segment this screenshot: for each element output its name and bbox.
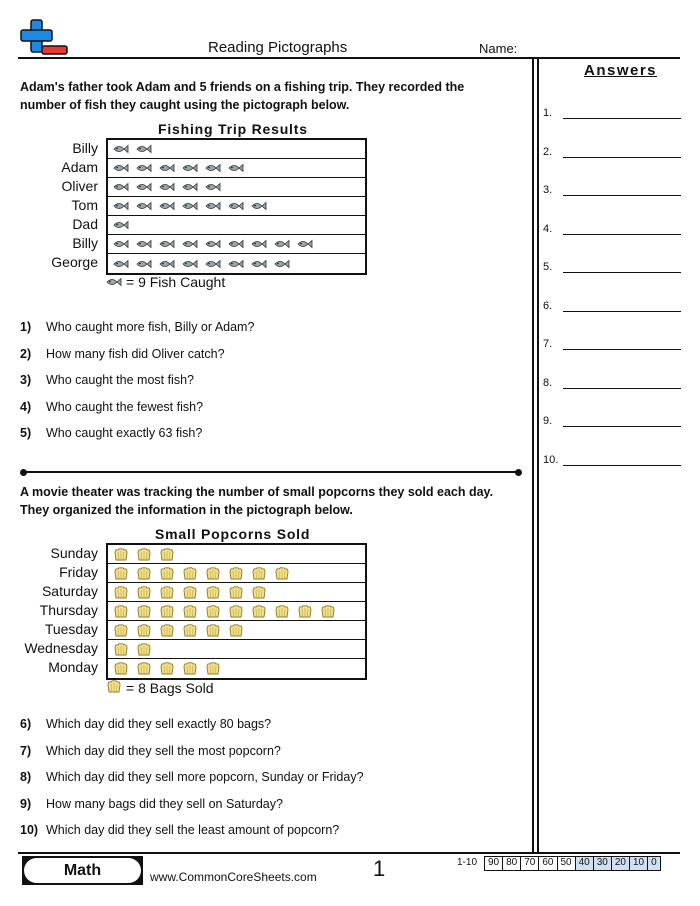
fish-icon: [159, 159, 182, 178]
subject-label: Math: [24, 858, 141, 883]
popcorn-chart-title: Small Popcorns Sold: [155, 526, 311, 542]
popcorn-icon: [228, 602, 251, 621]
score-cell: 10: [629, 857, 647, 870]
fishing-chart-title: Fishing Trip Results: [158, 121, 308, 137]
score-cell: 40: [575, 857, 593, 870]
answer-number: 7.: [543, 338, 553, 350]
question-number: 9): [20, 796, 32, 811]
answer-row[interactable]: [543, 294, 681, 314]
score-cell: 50: [557, 857, 575, 870]
question-text: Who caught more fish, Billy or Adam?: [46, 320, 255, 334]
fish-icon: [182, 235, 205, 254]
fish-icon: [182, 254, 205, 273]
row-label: Saturday: [41, 583, 98, 599]
answer-blank[interactable]: [563, 426, 681, 427]
question-item: [20, 823, 339, 837]
score-cell: 0: [647, 857, 660, 870]
popcorn-icon: [182, 583, 205, 602]
fish-icon: [251, 197, 274, 216]
pictograph-row: [108, 140, 365, 159]
question-number: 7): [20, 743, 32, 758]
answer-number: 1.: [543, 107, 553, 119]
popcorn-icon: [274, 602, 297, 621]
fish-icon: [136, 140, 159, 159]
pictograph-row: [108, 178, 365, 197]
page-title: Reading Pictographs: [208, 39, 348, 56]
popcorn-icon: [136, 564, 159, 583]
answer-number: 8.: [543, 376, 553, 389]
answer-number: 10.: [543, 453, 559, 466]
popcorn-icon: [136, 602, 159, 621]
question-number: 3): [20, 373, 32, 387]
fish-icon: [182, 197, 205, 216]
pictograph-row: [108, 583, 365, 602]
fish-icon: [228, 235, 251, 254]
fish-icon: [205, 235, 228, 254]
row-label: Billy: [72, 235, 98, 251]
answer-number: 6.: [543, 299, 553, 312]
row-label: Dad: [72, 216, 98, 232]
fish-icon: [136, 197, 159, 216]
question-item: [20, 426, 202, 440]
fish-icon: [113, 178, 136, 197]
answer-row[interactable]: [543, 371, 681, 391]
fish-icon: [274, 254, 297, 273]
fish-icon: [182, 159, 205, 178]
popcorn-icon: [113, 564, 136, 583]
fish-icon: [251, 235, 274, 254]
answer-blank[interactable]: [563, 388, 681, 389]
question-number: 10): [20, 823, 39, 837]
popcorn-icon: [205, 621, 228, 640]
column-divider: [532, 59, 534, 852]
answer-number: 3.: [543, 184, 553, 196]
score-cell: 70: [520, 857, 538, 870]
section-divider: [22, 471, 520, 473]
popcorn-icon: [205, 583, 228, 602]
pictograph-row: [108, 216, 365, 235]
score-cell: 20: [611, 857, 629, 870]
row-label: Wednesday: [24, 640, 98, 656]
popcorn-icon: [182, 602, 205, 621]
fish-icon: [251, 254, 274, 273]
popcorn-icon: [228, 621, 251, 640]
pictograph-row: [108, 659, 365, 678]
popcorn-icon: [159, 545, 182, 564]
answer-blank[interactable]: [563, 118, 681, 119]
pictograph-row: [108, 621, 365, 640]
popcorn-icon: [113, 583, 136, 602]
fish-icon: [136, 178, 159, 197]
answer-number: 4.: [543, 222, 553, 235]
popcorn-icon: [228, 564, 251, 583]
row-label: Thursday: [39, 602, 98, 618]
row-label: Tuesday: [44, 621, 98, 637]
pictograph-row: [108, 545, 365, 564]
question-item: [20, 347, 225, 361]
row-label: Oliver: [61, 178, 98, 194]
answer-row[interactable]: [543, 255, 681, 275]
fish-icon: [136, 254, 159, 273]
popcorn-icon: [182, 659, 205, 678]
popcorn-legend: [106, 679, 214, 697]
column-divider-inner: [537, 59, 539, 852]
name-label: Name:: [479, 41, 518, 56]
answer-row[interactable]: [543, 409, 681, 429]
popcorn-icon: [320, 602, 343, 621]
fish-icon: [136, 159, 159, 178]
question-text: Which day did they sell the least amount of popcorn?: [46, 823, 340, 837]
question-item: [20, 373, 194, 387]
section2-intro-line2: They organized the information in the pictograph below.: [20, 503, 353, 517]
question-text: Which day did they sell the most popcorn?: [46, 743, 281, 758]
fish-icon: [113, 254, 136, 273]
question-item: [20, 744, 281, 758]
answer-blank[interactable]: [563, 157, 681, 158]
answer-row[interactable]: [543, 217, 681, 237]
fish-icon: [113, 216, 136, 235]
pictograph-row: [108, 640, 365, 659]
section1-intro-line1: Adam's father took Adam and 5 friends on a fishing trip. They recorded the: [20, 80, 465, 94]
fish-icon: [106, 274, 122, 290]
popcorn-icon: [113, 545, 136, 564]
fish-icon: [205, 159, 228, 178]
pictograph-row: [108, 235, 365, 254]
footer-rule: [18, 852, 680, 854]
section2-intro: [20, 483, 520, 519]
fish-icon: [228, 197, 251, 216]
score-range-label: 1-10: [457, 857, 478, 868]
popcorn-icon: [113, 621, 136, 640]
popcorn-icon: [159, 621, 182, 640]
fish-icon: [205, 197, 228, 216]
popcorn-icon: [136, 640, 159, 659]
answer-row[interactable]: [543, 101, 681, 121]
answer-number: 9.: [543, 415, 553, 427]
answer-blank[interactable]: [563, 465, 681, 466]
popcorn-icon: [159, 659, 182, 678]
header-rule: [18, 57, 680, 59]
fish-icon: [228, 159, 251, 178]
question-text: Which day did they sell more popcorn, Sunday or Friday?: [46, 770, 364, 784]
logo-icon: [20, 18, 70, 60]
popcorn-icon: [228, 583, 251, 602]
popcorn-icon: [113, 640, 136, 659]
question-item: [20, 770, 364, 784]
popcorn-icon: [159, 564, 182, 583]
popcorn-icon: [182, 564, 205, 583]
question-text: Who caught the most fish?: [46, 373, 194, 387]
fish-icon: [136, 235, 159, 254]
fish-icon: [297, 235, 320, 254]
answer-number: 5.: [543, 261, 553, 273]
row-label: Friday: [59, 564, 98, 580]
fish-icon: [113, 140, 136, 159]
fish-icon: [205, 178, 228, 197]
answer-blank[interactable]: [563, 272, 681, 273]
popcorn-icon: [251, 583, 274, 602]
row-label: Adam: [61, 159, 98, 175]
popcorn-icon: [205, 659, 228, 678]
answer-number: 2.: [543, 145, 553, 158]
popcorn-icon: [297, 602, 320, 621]
answer-row[interactable]: [543, 140, 681, 160]
section1-intro-line2: number of fish they caught using the pictograph below.: [20, 98, 350, 112]
question-item: [20, 400, 203, 414]
popcorn-icon: [159, 583, 182, 602]
question-item: [20, 717, 271, 731]
divider-dot-right: [515, 469, 522, 476]
score-table: [484, 856, 661, 871]
fish-icon: [274, 235, 297, 254]
fish-icon: [159, 197, 182, 216]
popcorn-icon: [274, 564, 297, 583]
popcorn-icon: [136, 545, 159, 564]
score-cell: 60: [538, 857, 556, 870]
answer-row[interactable]: [543, 178, 681, 198]
popcorn-icon: [136, 583, 159, 602]
question-number: 2): [20, 346, 32, 361]
fishing-pictograph: [106, 138, 367, 275]
question-number: 5): [20, 426, 32, 440]
answer-blank[interactable]: [563, 234, 681, 235]
pictograph-row: [108, 602, 365, 621]
score-cell: 90: [488, 857, 500, 868]
answer-blank[interactable]: [563, 349, 681, 350]
row-label: Monday: [48, 659, 98, 675]
fish-icon: [113, 159, 136, 178]
fish-icon: [113, 235, 136, 254]
row-label: George: [51, 254, 98, 270]
row-label: Billy: [72, 140, 98, 156]
question-text: How many bags did they sell on Saturday?: [46, 796, 283, 811]
answers-title: Answers: [584, 62, 658, 79]
answer-blank[interactable]: [563, 311, 681, 312]
question-text: How many fish did Oliver catch?: [46, 346, 225, 361]
popcorn-chart-row-labels: [20, 544, 98, 677]
question-number: 8): [20, 770, 32, 784]
answer-row[interactable]: [543, 448, 681, 468]
popcorn-pictograph: [106, 543, 367, 680]
fish-icon: [113, 197, 136, 216]
popcorn-icon: [182, 621, 205, 640]
subject-badge: [22, 856, 143, 885]
question-item: [20, 320, 254, 334]
pictograph-row: [108, 564, 365, 583]
fish-icon: [228, 254, 251, 273]
answer-row[interactable]: [543, 332, 681, 352]
popcorn-icon: [106, 679, 122, 697]
answer-blank[interactable]: [563, 195, 681, 196]
pictograph-row: [108, 254, 365, 273]
question-number: 6): [20, 717, 32, 731]
question-number: 4): [20, 399, 32, 414]
popcorn-icon: [113, 602, 136, 621]
popcorn-icon: [251, 564, 274, 583]
pictograph-row: [108, 197, 365, 216]
popcorn-icon: [113, 659, 136, 678]
popcorn-icon: [205, 564, 228, 583]
question-text: Who caught exactly 63 fish?: [46, 426, 203, 440]
fishing-chart-row-labels: [20, 139, 98, 272]
popcorn-icon: [136, 659, 159, 678]
popcorn-icon: [136, 621, 159, 640]
section2-intro-line1: A movie theater was tracking the number of small popcorns they sold each day.: [20, 485, 494, 499]
fish-icon: [159, 235, 182, 254]
popcorn-icon: [205, 602, 228, 621]
fish-icon: [159, 254, 182, 273]
question-item: [20, 797, 283, 811]
fishing-legend-text: = 9 Fish Caught: [126, 274, 226, 290]
website-text: www.CommonCoreSheets.com: [150, 870, 317, 884]
section1-intro: [20, 78, 520, 114]
question-text: Who caught the fewest fish?: [46, 399, 204, 414]
question-text: Which day did they sell exactly 80 bags?: [46, 717, 272, 731]
fish-icon: [159, 178, 182, 197]
fish-icon: [205, 254, 228, 273]
score-cell: 80: [502, 857, 520, 870]
popcorn-legend-text: = 8 Bags Sold: [126, 680, 214, 696]
row-label: Sunday: [50, 545, 98, 561]
page-number: 1: [373, 856, 386, 881]
fish-icon: [182, 178, 205, 197]
fishing-legend: [106, 274, 225, 290]
row-label: Tom: [71, 197, 98, 213]
popcorn-icon: [159, 602, 182, 621]
popcorn-icon: [251, 602, 274, 621]
question-number: 1): [20, 320, 32, 334]
score-cell: 30: [593, 857, 611, 870]
pictograph-row: [108, 159, 365, 178]
